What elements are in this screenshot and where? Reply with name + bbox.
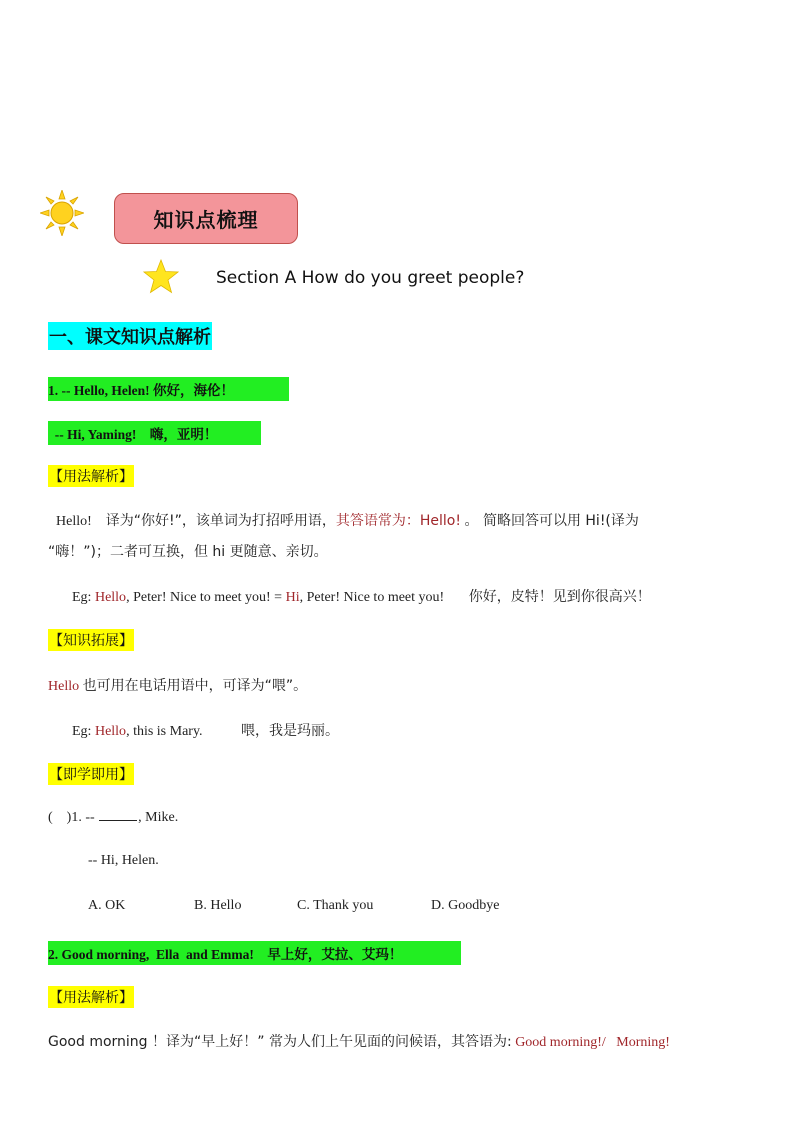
- usage-tag-2: 【用法解析】: [48, 986, 134, 1008]
- eg-translation: 你好，皮特！见到你很高兴！: [468, 589, 651, 605]
- badge-title: 知识点梳理: [153, 208, 259, 232]
- usage2-answer: Good morning!/ Morning!: [515, 1035, 670, 1050]
- practice-reply: -- Hi, Helen.: [88, 853, 159, 868]
- usage1-hello: Hello!: [56, 514, 92, 529]
- item2-line: 2. Good morning, Ella and Emma! 早上好，艾拉、艾玛！: [48, 941, 461, 965]
- eg-end: , Peter! Nice to meet you!: [299, 590, 445, 605]
- option-b[interactable]: B. Hello: [194, 898, 242, 913]
- extension-tag: 【知识拓展】: [48, 629, 134, 651]
- extension-paragraph: [48, 675, 307, 695]
- usage1-paragraph-line2: “嗨！”)；二者可互换，但 hi 更随意、亲切。: [48, 544, 328, 560]
- sun-icon: [40, 190, 84, 236]
- practice-tag: 【即学即用】: [48, 763, 134, 785]
- extension-hello: Hello: [48, 679, 80, 694]
- eg-translation-2: 喂，我是玛丽。: [241, 723, 340, 739]
- eg-text-2: , this is Mary.: [126, 724, 203, 739]
- item1-line2: -- Hi, Yaming! 嗨，亚明！: [48, 421, 261, 445]
- eg-hello-2: Hello: [94, 724, 127, 739]
- usage1-paragraph-line1: [56, 510, 639, 530]
- extension-desc: 也可用在电话用语中，可译为“喂”。: [82, 678, 308, 694]
- question-suffix: , Mike.: [138, 810, 179, 825]
- option-c[interactable]: C. Thank you: [297, 898, 374, 913]
- star-icon: [143, 259, 179, 294]
- usage2-desc: Good morning ！译为“早上好！” 常为人们上午见面的问候语，其答语为:: [48, 1034, 512, 1050]
- section-title: Section A How do you greet people?: [216, 268, 525, 288]
- question-prefix: ( )1. --: [48, 810, 95, 825]
- eg-hi: Hi: [285, 590, 300, 605]
- usage1-desc: 译为“你好!”，该单词为打招呼用语，: [105, 513, 336, 529]
- eg-mid: , Peter! Nice to meet you! =: [126, 590, 283, 605]
- usage2-paragraph: [48, 1031, 670, 1051]
- eg-label-2: Eg:: [72, 724, 92, 739]
- practice-question: [48, 808, 178, 826]
- usage1-answer: 其答语常为：Hello!: [335, 513, 461, 529]
- usage1-short-answer: 。 简略回答可以用 Hi!(译为: [464, 513, 639, 529]
- item1-line1: 1. -- Hello, Helen! 你好，海伦！: [48, 377, 289, 401]
- eg-label: Eg:: [72, 590, 92, 605]
- extension-example: [72, 720, 339, 740]
- eg-hello: Hello: [94, 590, 127, 605]
- heading-lesson-analysis: 一、课文知识点解析: [48, 322, 212, 350]
- answer-blank[interactable]: [99, 808, 137, 821]
- option-a[interactable]: A. OK: [88, 898, 126, 913]
- usage1-example: [72, 586, 651, 606]
- section-badge: [114, 193, 298, 244]
- usage-tag-1: 【用法解析】: [48, 465, 134, 487]
- option-d[interactable]: D. Goodbye: [431, 898, 500, 913]
